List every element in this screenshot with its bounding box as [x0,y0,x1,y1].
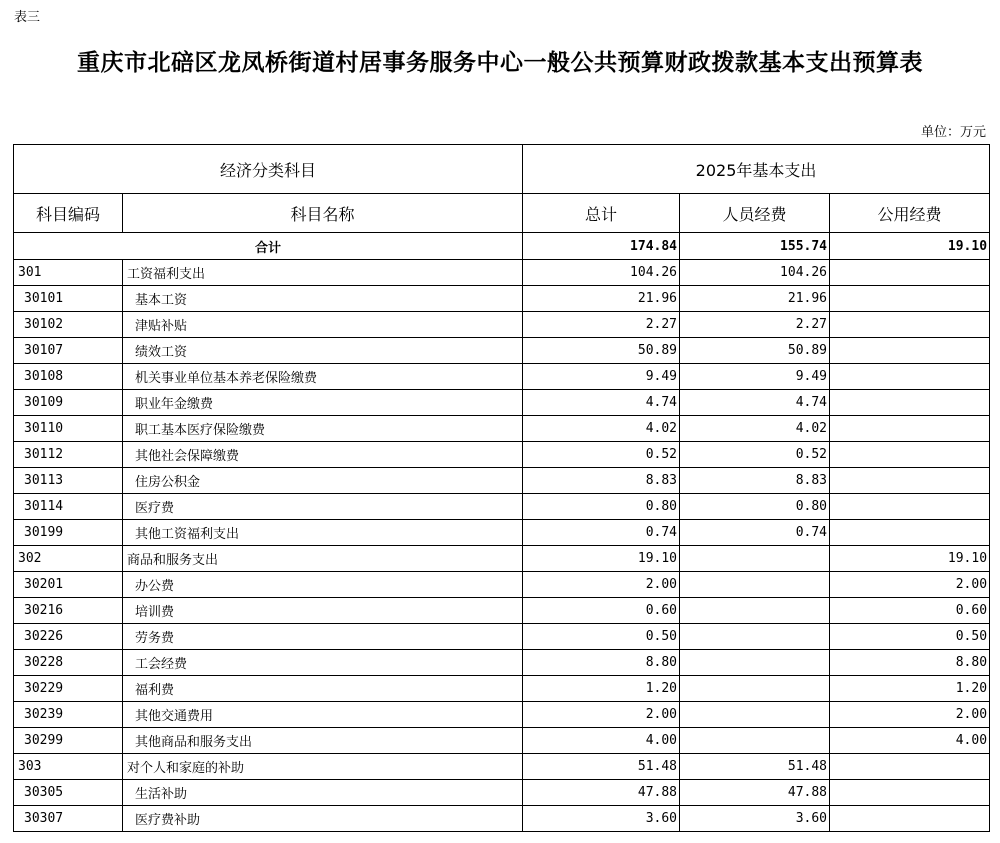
row-name: 办公费 [123,572,523,598]
row-total: 19.10 [523,546,680,572]
row-personnel: 3.60 [680,806,830,832]
row-code: 30102 [14,312,123,338]
row-public [830,520,990,546]
table-row [14,598,990,624]
row-total: 0.60 [523,598,680,624]
total-public: 19.10 [830,233,990,260]
row-personnel: 51.48 [680,754,830,780]
row-name: 生活补助 [123,780,523,806]
row-total: 21.96 [523,286,680,312]
row-code: 30101 [14,286,123,312]
row-name: 职工基本医疗保险缴费 [123,416,523,442]
row-total: 2.27 [523,312,680,338]
row-public [830,494,990,520]
row-code: 30201 [14,572,123,598]
row-name: 商品和服务支出 [123,546,523,572]
row-total: 104.26 [523,260,680,286]
row-code: 30216 [14,598,123,624]
header-name: 科目名称 [123,194,523,233]
total-total: 174.84 [523,233,680,260]
table-row [14,390,990,416]
row-name: 其他社会保障缴费 [123,442,523,468]
row-public [830,338,990,364]
row-name: 工资福利支出 [123,260,523,286]
row-public [830,312,990,338]
row-personnel: 0.52 [680,442,830,468]
table-row [14,260,990,286]
table-row [14,806,990,832]
table-row [14,728,990,754]
row-total: 0.50 [523,624,680,650]
row-personnel [680,572,830,598]
row-total: 2.00 [523,572,680,598]
table-row [14,286,990,312]
row-total: 9.49 [523,364,680,390]
table-row [14,702,990,728]
header-economic-category: 经济分类科目 [14,145,523,194]
table-row [14,364,990,390]
row-name: 机关事业单位基本养老保险缴费 [123,364,523,390]
table-row [14,520,990,546]
row-total: 8.83 [523,468,680,494]
row-total: 2.00 [523,702,680,728]
table-row [14,650,990,676]
row-personnel: 21.96 [680,286,830,312]
row-code: 30226 [14,624,123,650]
table-row [14,546,990,572]
row-public: 2.00 [830,702,990,728]
row-total: 51.48 [523,754,680,780]
row-personnel [680,546,830,572]
row-personnel: 0.80 [680,494,830,520]
row-name: 其他工资福利支出 [123,520,523,546]
row-public: 8.80 [830,650,990,676]
row-personnel: 0.74 [680,520,830,546]
row-public [830,754,990,780]
row-total: 50.89 [523,338,680,364]
row-code: 30107 [14,338,123,364]
row-total: 0.52 [523,442,680,468]
row-personnel [680,702,830,728]
row-personnel: 2.27 [680,312,830,338]
row-code: 30229 [14,676,123,702]
table-row [14,494,990,520]
header-public: 公用经费 [830,194,990,233]
header-personnel: 人员经费 [680,194,830,233]
header-total: 总计 [523,194,680,233]
table-row [14,442,990,468]
row-public [830,390,990,416]
row-public [830,468,990,494]
row-public [830,806,990,832]
row-code: 30199 [14,520,123,546]
row-personnel [680,676,830,702]
row-code: 30112 [14,442,123,468]
row-personnel: 9.49 [680,364,830,390]
row-name: 职业年金缴费 [123,390,523,416]
row-code: 302 [14,546,123,572]
row-public [830,442,990,468]
row-name: 培训费 [123,598,523,624]
row-personnel [680,598,830,624]
row-name: 医疗费补助 [123,806,523,832]
row-public [830,286,990,312]
table-row [14,754,990,780]
row-code: 303 [14,754,123,780]
row-personnel: 4.74 [680,390,830,416]
row-code: 30110 [14,416,123,442]
row-name: 住房公积金 [123,468,523,494]
row-total: 8.80 [523,650,680,676]
row-code: 30114 [14,494,123,520]
row-personnel [680,650,830,676]
row-code: 30305 [14,780,123,806]
row-total: 4.74 [523,390,680,416]
row-public: 0.50 [830,624,990,650]
row-personnel: 104.26 [680,260,830,286]
row-public: 4.00 [830,728,990,754]
table-row [14,572,990,598]
row-personnel: 47.88 [680,780,830,806]
row-code: 30307 [14,806,123,832]
row-personnel: 8.83 [680,468,830,494]
row-personnel [680,624,830,650]
row-public: 0.60 [830,598,990,624]
row-public: 2.00 [830,572,990,598]
total-label: 合计 [14,233,523,260]
unit-label: 单位：万元 [920,125,986,140]
table-row [14,676,990,702]
row-name: 劳务费 [123,624,523,650]
table-row [14,338,990,364]
row-code: 301 [14,260,123,286]
budget-table [13,144,990,832]
row-total: 4.00 [523,728,680,754]
row-name: 医疗费 [123,494,523,520]
row-code: 30239 [14,702,123,728]
row-name: 工会经费 [123,650,523,676]
row-total: 4.02 [523,416,680,442]
header-basic-expenditure: 2025年基本支出 [523,145,990,194]
total-row [14,233,990,260]
row-public [830,260,990,286]
row-code: 30108 [14,364,123,390]
row-public [830,416,990,442]
total-personnel: 155.74 [680,233,830,260]
table-row [14,468,990,494]
row-code: 30109 [14,390,123,416]
row-public [830,364,990,390]
row-personnel [680,728,830,754]
header-code: 科目编码 [14,194,123,233]
row-code: 30228 [14,650,123,676]
row-personnel: 4.02 [680,416,830,442]
row-name: 津贴补贴 [123,312,523,338]
row-total: 47.88 [523,780,680,806]
row-total: 1.20 [523,676,680,702]
row-name: 其他商品和服务支出 [123,728,523,754]
table-label: 表三 [14,10,41,25]
row-public [830,780,990,806]
row-public: 19.10 [830,546,990,572]
table-row [14,624,990,650]
row-personnel: 50.89 [680,338,830,364]
row-public: 1.20 [830,676,990,702]
page-title: 重庆市北碚区龙凤桥街道村居事务服务中心一般公共预算财政拨款基本支出预算表 [77,49,923,76]
row-code: 30113 [14,468,123,494]
table-row [14,312,990,338]
row-total: 0.74 [523,520,680,546]
row-name: 福利费 [123,676,523,702]
row-name: 基本工资 [123,286,523,312]
row-total: 0.80 [523,494,680,520]
row-name: 其他交通费用 [123,702,523,728]
row-name: 对个人和家庭的补助 [123,754,523,780]
row-total: 3.60 [523,806,680,832]
row-code: 30299 [14,728,123,754]
table-row [14,780,990,806]
table-row [14,416,990,442]
row-name: 绩效工资 [123,338,523,364]
